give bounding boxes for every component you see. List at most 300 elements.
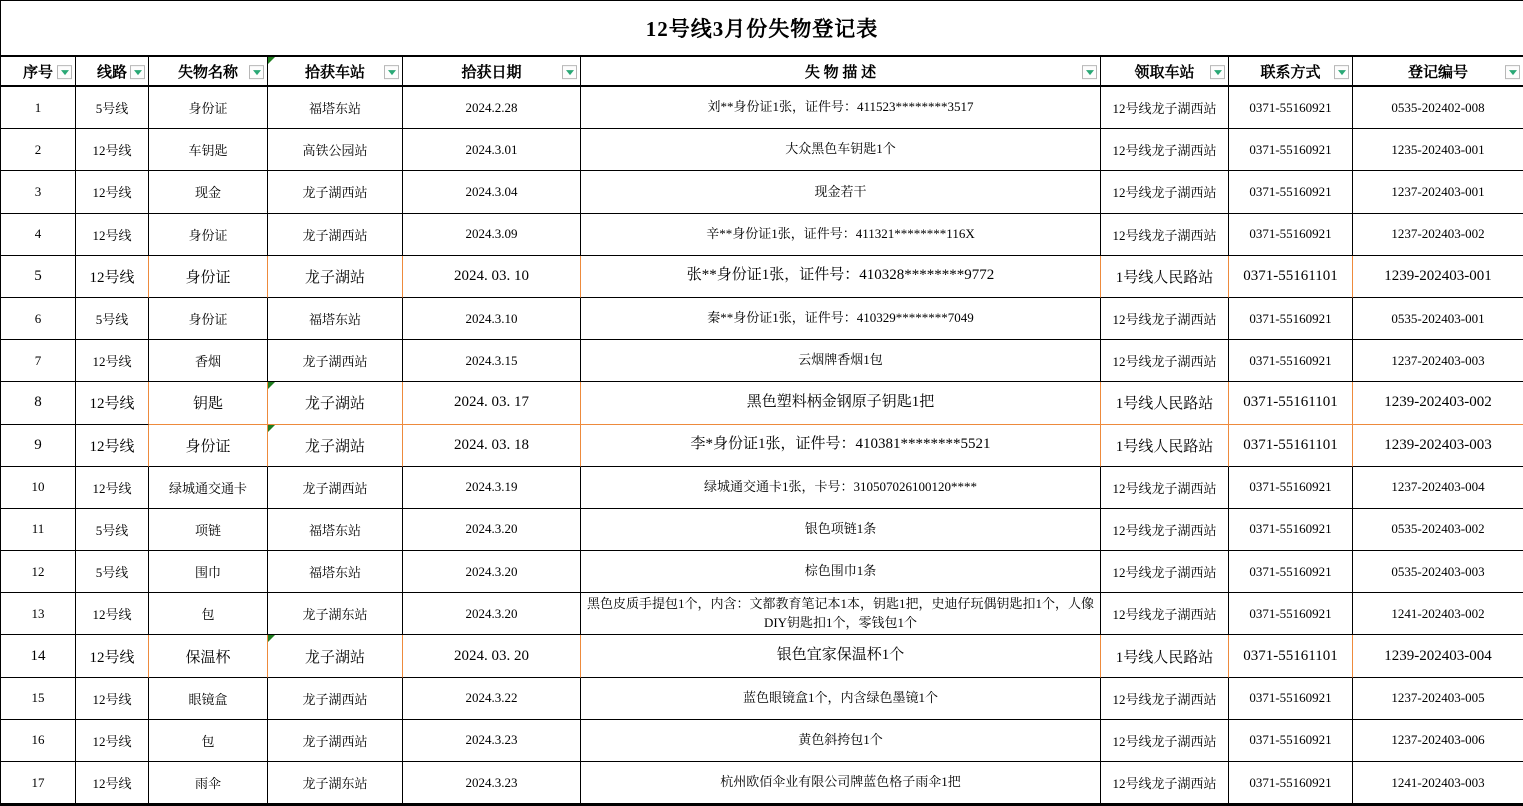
- cell-value: 1号线人民路站: [1115, 396, 1214, 413]
- cell-value: 1237-202403-003: [1391, 352, 1485, 368]
- table-row: [1, 425, 1523, 467]
- column-header-label: 联系方式: [1260, 64, 1321, 81]
- cell-value: 1号线人民路站: [1115, 269, 1214, 286]
- chevron-down-icon: [388, 70, 396, 75]
- cell-value: 12号线: [92, 227, 132, 243]
- cell-serial: [1, 762, 76, 804]
- cell-item: [149, 762, 268, 804]
- filter-button[interactable]: [130, 65, 145, 79]
- cell-value: 0371-55160921: [1249, 352, 1332, 368]
- cell-value: 绿城通交通卡1张，卡号：310507026100120****: [703, 478, 977, 494]
- cell-reg: [1353, 467, 1523, 509]
- cell-pickup: [1101, 298, 1229, 340]
- cell-value: 现金若干: [814, 183, 867, 199]
- cell-contact: [1229, 509, 1353, 551]
- cell-desc: [581, 678, 1101, 720]
- cell-value: 2024. 03. 10: [454, 267, 529, 284]
- cell-item: [149, 129, 268, 171]
- cell-value: 车钥匙: [188, 143, 228, 159]
- cell-value: 龙子湖站: [304, 649, 365, 666]
- cell-station: [268, 467, 403, 509]
- cell-station: [268, 762, 403, 804]
- cell-value: 0535-202403-002: [1391, 521, 1485, 537]
- column-header-label: 序号: [22, 64, 53, 81]
- cell-value: 12号线: [92, 733, 132, 749]
- table-row: [1, 551, 1523, 593]
- cell-value: 2024.3.20: [465, 521, 518, 537]
- cell-line: [76, 762, 149, 804]
- cell-value: 2024. 03. 17: [454, 394, 529, 411]
- cell-pickup: [1101, 720, 1229, 762]
- cell-value: 1号线人民路站: [1115, 649, 1214, 666]
- cell-value: 雨伞: [194, 776, 221, 792]
- cell-value: 包: [201, 607, 215, 623]
- cell-value: 2024.3.19: [465, 479, 518, 495]
- cell-date: [403, 762, 581, 804]
- cell-value: 1239-202403-002: [1384, 394, 1492, 411]
- cell-station: [268, 214, 403, 256]
- cell-reg: [1353, 762, 1523, 804]
- cell-value: 12号线龙子湖西站: [1112, 776, 1217, 792]
- cell-desc: [581, 593, 1101, 635]
- chevron-down-icon: [61, 70, 69, 75]
- table-row: [1, 129, 1523, 171]
- cell-value: 1237-202403-002: [1391, 226, 1485, 242]
- corner-flag-icon: [268, 635, 275, 642]
- cell-value: 1235-202403-001: [1391, 141, 1485, 157]
- cell-value: 辛**身份证1张，证件号：411321********116X: [706, 225, 975, 241]
- cell-station: [268, 635, 403, 677]
- table-row: [1, 720, 1523, 762]
- cell-contact: [1229, 256, 1353, 298]
- cell-value: 0535-202403-001: [1391, 310, 1485, 326]
- cell-item: [149, 635, 268, 677]
- cell-line: [76, 720, 149, 762]
- cell-line: [76, 635, 149, 677]
- chevron-down-icon: [1214, 70, 1222, 75]
- cell-desc: [581, 87, 1101, 129]
- cell-date: [403, 382, 581, 424]
- cell-value: 1241-202403-003: [1391, 774, 1485, 790]
- cell-value: 龙子湖西站: [302, 480, 368, 496]
- cell-serial: [1, 214, 76, 256]
- chevron-down-icon: [1509, 70, 1517, 75]
- cell-item: [149, 425, 268, 467]
- cell-value: 12号线龙子湖西站: [1112, 522, 1217, 538]
- cell-desc: [581, 467, 1101, 509]
- cell-value: 1239-202403-003: [1384, 436, 1492, 453]
- cell-value: 项链: [194, 522, 221, 538]
- cell-value: 2024.3.10: [465, 310, 518, 326]
- cell-pickup: [1101, 762, 1229, 804]
- cell-item: [149, 298, 268, 340]
- column-header-label: 登记编号: [1407, 64, 1468, 81]
- cell-value: 12号线: [89, 649, 135, 666]
- cell-station: [268, 593, 403, 635]
- cell-contact: [1229, 762, 1353, 804]
- cell-value: 17: [31, 774, 45, 790]
- cell-value: 0371-55160921: [1249, 605, 1332, 621]
- cell-value: 0371-55160921: [1249, 690, 1332, 706]
- cell-station: [268, 425, 403, 467]
- cell-value: 12号线: [92, 143, 132, 159]
- cell-value: 保温杯: [185, 649, 231, 666]
- cell-serial: [1, 678, 76, 720]
- cell-date: [403, 425, 581, 467]
- column-header-label: 拾获日期: [461, 64, 522, 81]
- cell-desc: [581, 425, 1101, 467]
- cell-date: [403, 635, 581, 677]
- cell-date: [403, 678, 581, 720]
- cell-serial: [1, 635, 76, 677]
- cell-contact: [1229, 129, 1353, 171]
- cell-line: [76, 593, 149, 635]
- cell-value: 12号线龙子湖西站: [1112, 565, 1217, 581]
- cell-serial: [1, 256, 76, 298]
- cell-value: 7: [34, 352, 42, 368]
- filter-button[interactable]: [562, 65, 577, 79]
- cell-value: 刘**身份证1张，证件号：411523********3517: [707, 99, 974, 115]
- cell-pickup: [1101, 509, 1229, 551]
- cell-value: 1237-202403-005: [1391, 690, 1485, 706]
- header-row: [1, 57, 1523, 87]
- cell-value: 龙子湖东站: [302, 607, 368, 623]
- cell-reg: [1353, 214, 1523, 256]
- cell-station: [268, 129, 403, 171]
- cell-value: 李*身份证1张，证件号：410381********5521: [690, 436, 991, 453]
- cell-value: 1237-202403-006: [1391, 732, 1485, 748]
- cell-value: 龙子湖站: [304, 269, 365, 286]
- cell-serial: [1, 509, 76, 551]
- cell-value: 龙子湖东站: [302, 776, 368, 792]
- cell-value: 黑色皮质手提包1个，内含：文都教育笔记本1本，钥匙1把，史迪仔玩偶钥匙扣1个，人像DIY钥匙扣1个，零钱包1个: [587, 596, 1095, 630]
- cell-value: 12号线: [92, 480, 132, 496]
- cell-serial: [1, 382, 76, 424]
- filter-button[interactable]: [1505, 65, 1520, 79]
- cell-reg: [1353, 171, 1523, 213]
- cell-value: 0371-55160921: [1249, 141, 1332, 157]
- cell-reg: [1353, 593, 1523, 635]
- cell-serial: [1, 340, 76, 382]
- cell-reg: [1353, 678, 1523, 720]
- cell-value: 张**身份证1张，证件号：410328********9772: [686, 267, 995, 284]
- cell-pickup: [1101, 214, 1229, 256]
- cell-value: 0371-55161101: [1243, 267, 1338, 284]
- cell-line: [76, 467, 149, 509]
- cell-desc: [581, 635, 1101, 677]
- table-row: [1, 678, 1523, 720]
- column-header-date: [403, 57, 581, 87]
- cell-contact: [1229, 340, 1353, 382]
- filter-button[interactable]: [1082, 65, 1097, 79]
- cell-value: 身份证: [188, 227, 228, 243]
- cell-value: 5号线: [95, 101, 129, 117]
- cell-value: 2024.3.09: [465, 226, 518, 242]
- cell-station: [268, 340, 403, 382]
- cell-contact: [1229, 593, 1353, 635]
- cell-value: 龙子湖站: [304, 396, 365, 413]
- cell-pickup: [1101, 87, 1229, 129]
- filter-button[interactable]: [249, 65, 264, 79]
- cell-value: 12号线龙子湖西站: [1112, 227, 1217, 243]
- cell-contact: [1229, 678, 1353, 720]
- cell-reg: [1353, 129, 1523, 171]
- cell-line: [76, 678, 149, 720]
- cell-serial: [1, 467, 76, 509]
- cell-item: [149, 551, 268, 593]
- cell-value: 0371-55160921: [1249, 310, 1332, 326]
- cell-station: [268, 382, 403, 424]
- cell-reg: [1353, 425, 1523, 467]
- cell-value: 12号线龙子湖西站: [1112, 354, 1217, 370]
- cell-value: 0371-55160921: [1249, 479, 1332, 495]
- cell-value: 13: [31, 605, 45, 621]
- cell-value: 大众黑色车钥匙1个: [785, 141, 896, 157]
- cell-reg: [1353, 298, 1523, 340]
- cell-pickup: [1101, 382, 1229, 424]
- cell-value: 身份证: [188, 312, 228, 328]
- cell-line: [76, 171, 149, 213]
- cell-desc: [581, 171, 1101, 213]
- cell-value: 0371-55160921: [1249, 563, 1332, 579]
- cell-value: 1241-202403-002: [1391, 605, 1485, 621]
- cell-pickup: [1101, 593, 1229, 635]
- cell-item: [149, 214, 268, 256]
- cell-date: [403, 298, 581, 340]
- cell-value: 4: [34, 226, 42, 242]
- cell-value: 眼镜盒: [188, 691, 228, 707]
- cell-value: 秦**身份证1张，证件号：410329********7049: [707, 310, 974, 326]
- cell-value: 12号线龙子湖西站: [1112, 480, 1217, 496]
- cell-date: [403, 593, 581, 635]
- cell-value: 2024.3.23: [465, 732, 518, 748]
- column-header-contact: [1229, 57, 1353, 87]
- cell-value: 9: [34, 436, 42, 453]
- cell-line: [76, 340, 149, 382]
- cell-desc: [581, 762, 1101, 804]
- table-row: [1, 762, 1523, 804]
- cell-desc: [581, 340, 1101, 382]
- chevron-down-icon: [134, 70, 142, 75]
- cell-date: [403, 551, 581, 593]
- cell-value: 1239-202403-004: [1384, 647, 1492, 664]
- column-header-desc: [581, 57, 1101, 87]
- cell-value: 2024.3.23: [465, 774, 518, 790]
- cell-value: 黑色塑料柄金钢原子钥匙1把: [746, 394, 935, 411]
- cell-date: [403, 509, 581, 551]
- column-header-label: 线路: [96, 64, 127, 81]
- cell-value: 0371-55160921: [1249, 226, 1332, 242]
- cell-pickup: [1101, 340, 1229, 382]
- table-row: [1, 340, 1523, 382]
- cell-value: 身份证: [188, 101, 228, 117]
- cell-value: 3: [34, 183, 42, 199]
- cell-reg: [1353, 635, 1523, 677]
- cell-value: 12号线龙子湖西站: [1112, 691, 1217, 707]
- lost-items-table: [1, 57, 1523, 804]
- table-row: [1, 87, 1523, 129]
- cell-value: 12号线: [92, 185, 132, 201]
- column-header-label: 失物名称: [177, 64, 238, 81]
- cell-reg: [1353, 509, 1523, 551]
- cell-item: [149, 678, 268, 720]
- cell-date: [403, 87, 581, 129]
- cell-value: 0371-55160921: [1249, 774, 1332, 790]
- table-row: [1, 635, 1523, 677]
- cell-contact: [1229, 467, 1353, 509]
- cell-value: 5号线: [95, 312, 129, 328]
- cell-contact: [1229, 298, 1353, 340]
- cell-station: [268, 509, 403, 551]
- cell-value: 身份证: [185, 438, 231, 455]
- cell-contact: [1229, 425, 1353, 467]
- cell-station: [268, 551, 403, 593]
- cell-value: 福塔东站: [308, 101, 361, 117]
- cell-value: 2: [34, 141, 42, 157]
- cell-value: 0371-55161101: [1243, 647, 1338, 664]
- cell-value: 2024.3.04: [465, 183, 518, 199]
- cell-desc: [581, 720, 1101, 762]
- filter-button[interactable]: [1210, 65, 1225, 79]
- cell-serial: [1, 87, 76, 129]
- cell-pickup: [1101, 551, 1229, 593]
- cell-value: 1239-202403-001: [1384, 267, 1492, 284]
- cell-line: [76, 382, 149, 424]
- table-row: [1, 509, 1523, 551]
- cell-desc: [581, 256, 1101, 298]
- cell-contact: [1229, 382, 1353, 424]
- cell-value: 8: [34, 394, 42, 411]
- cell-value: 龙子湖站: [304, 438, 365, 455]
- chevron-down-icon: [1338, 70, 1346, 75]
- cell-value: 0371-55160921: [1249, 521, 1332, 537]
- cell-value: 12号线: [89, 269, 135, 286]
- cell-value: 2024.3.20: [465, 563, 518, 579]
- filter-button[interactable]: [384, 65, 399, 79]
- cell-value: 5号线: [95, 565, 129, 581]
- cell-value: 0371-55161101: [1243, 394, 1338, 411]
- cell-value: 14: [30, 647, 46, 664]
- cell-value: 围巾: [194, 565, 221, 581]
- cell-date: [403, 720, 581, 762]
- cell-serial: [1, 425, 76, 467]
- filter-button[interactable]: [57, 65, 72, 79]
- cell-station: [268, 678, 403, 720]
- cell-value: 0535-202403-003: [1391, 563, 1485, 579]
- cell-value: 现金: [194, 185, 221, 201]
- table-row: [1, 171, 1523, 213]
- corner-flag-icon: [268, 382, 275, 389]
- cell-item: [149, 467, 268, 509]
- cell-pickup: [1101, 678, 1229, 720]
- cell-value: 蓝色眼镜盒1个，内含绿色墨镜1个: [742, 689, 938, 705]
- column-header-label: 领取车站: [1134, 64, 1195, 81]
- cell-value: 1237-202403-001: [1391, 183, 1485, 199]
- cell-value: 15: [31, 690, 45, 706]
- cell-item: [149, 720, 268, 762]
- cell-value: 1237-202403-004: [1391, 479, 1485, 495]
- cell-contact: [1229, 635, 1353, 677]
- cell-value: 2024.3.20: [465, 605, 518, 621]
- cell-value: 0371-55161101: [1243, 436, 1338, 453]
- cell-station: [268, 171, 403, 213]
- cell-station: [268, 87, 403, 129]
- cell-value: 棕色围巾1条: [804, 563, 877, 579]
- cell-item: [149, 340, 268, 382]
- cell-value: 12号线龙子湖西站: [1112, 607, 1217, 623]
- cell-value: 2024. 03. 18: [454, 436, 529, 453]
- cell-serial: [1, 720, 76, 762]
- cell-value: 12号线: [89, 396, 135, 413]
- cell-contact: [1229, 87, 1353, 129]
- cell-value: 12号线龙子湖西站: [1112, 312, 1217, 328]
- cell-item: [149, 87, 268, 129]
- cell-value: 6: [34, 310, 42, 326]
- cell-value: 0371-55160921: [1249, 99, 1332, 115]
- cell-reg: [1353, 382, 1523, 424]
- cell-desc: [581, 509, 1101, 551]
- cell-line: [76, 551, 149, 593]
- cell-value: 龙子湖西站: [302, 691, 368, 707]
- table-row: [1, 467, 1523, 509]
- cell-value: 绿城通交通卡: [168, 480, 247, 496]
- cell-value: 龙子湖西站: [302, 227, 368, 243]
- cell-pickup: [1101, 129, 1229, 171]
- cell-serial: [1, 298, 76, 340]
- cell-reg: [1353, 720, 1523, 762]
- cell-value: 12号线: [89, 438, 135, 455]
- cell-item: [149, 382, 268, 424]
- cell-pickup: [1101, 635, 1229, 677]
- cell-station: [268, 256, 403, 298]
- cell-value: 2024. 03. 20: [454, 647, 529, 664]
- cell-desc: [581, 129, 1101, 171]
- cell-pickup: [1101, 425, 1229, 467]
- cell-value: 10: [31, 479, 45, 495]
- cell-line: [76, 425, 149, 467]
- cell-line: [76, 298, 149, 340]
- cell-value: 福塔东站: [308, 565, 361, 581]
- cell-item: [149, 509, 268, 551]
- cell-date: [403, 214, 581, 256]
- cell-value: 银色项链1条: [804, 521, 877, 537]
- cell-value: 包: [201, 733, 215, 749]
- column-header-line: [76, 57, 149, 87]
- cell-station: [268, 720, 403, 762]
- column-header-serial: [1, 57, 76, 87]
- cell-value: 0535-202402-008: [1391, 99, 1485, 115]
- cell-item: [149, 593, 268, 635]
- column-header-pickup: [1101, 57, 1229, 87]
- cell-value: 身份证: [185, 269, 231, 286]
- cell-pickup: [1101, 467, 1229, 509]
- filter-button[interactable]: [1334, 65, 1349, 79]
- cell-value: 12号线龙子湖西站: [1112, 185, 1217, 201]
- cell-line: [76, 509, 149, 551]
- cell-line: [76, 256, 149, 298]
- cell-desc: [581, 551, 1101, 593]
- page-title: 12号线3月份失物登记表: [1, 1, 1523, 57]
- table-row: [1, 214, 1523, 256]
- cell-value: 12号线: [92, 354, 132, 370]
- table-row: [1, 382, 1523, 424]
- cell-value: 钥匙: [192, 396, 223, 413]
- table-row: [1, 593, 1523, 635]
- cell-date: [403, 129, 581, 171]
- cell-value: 12号线龙子湖西站: [1112, 101, 1217, 117]
- cell-value: 2024.2.28: [465, 99, 518, 115]
- cell-line: [76, 87, 149, 129]
